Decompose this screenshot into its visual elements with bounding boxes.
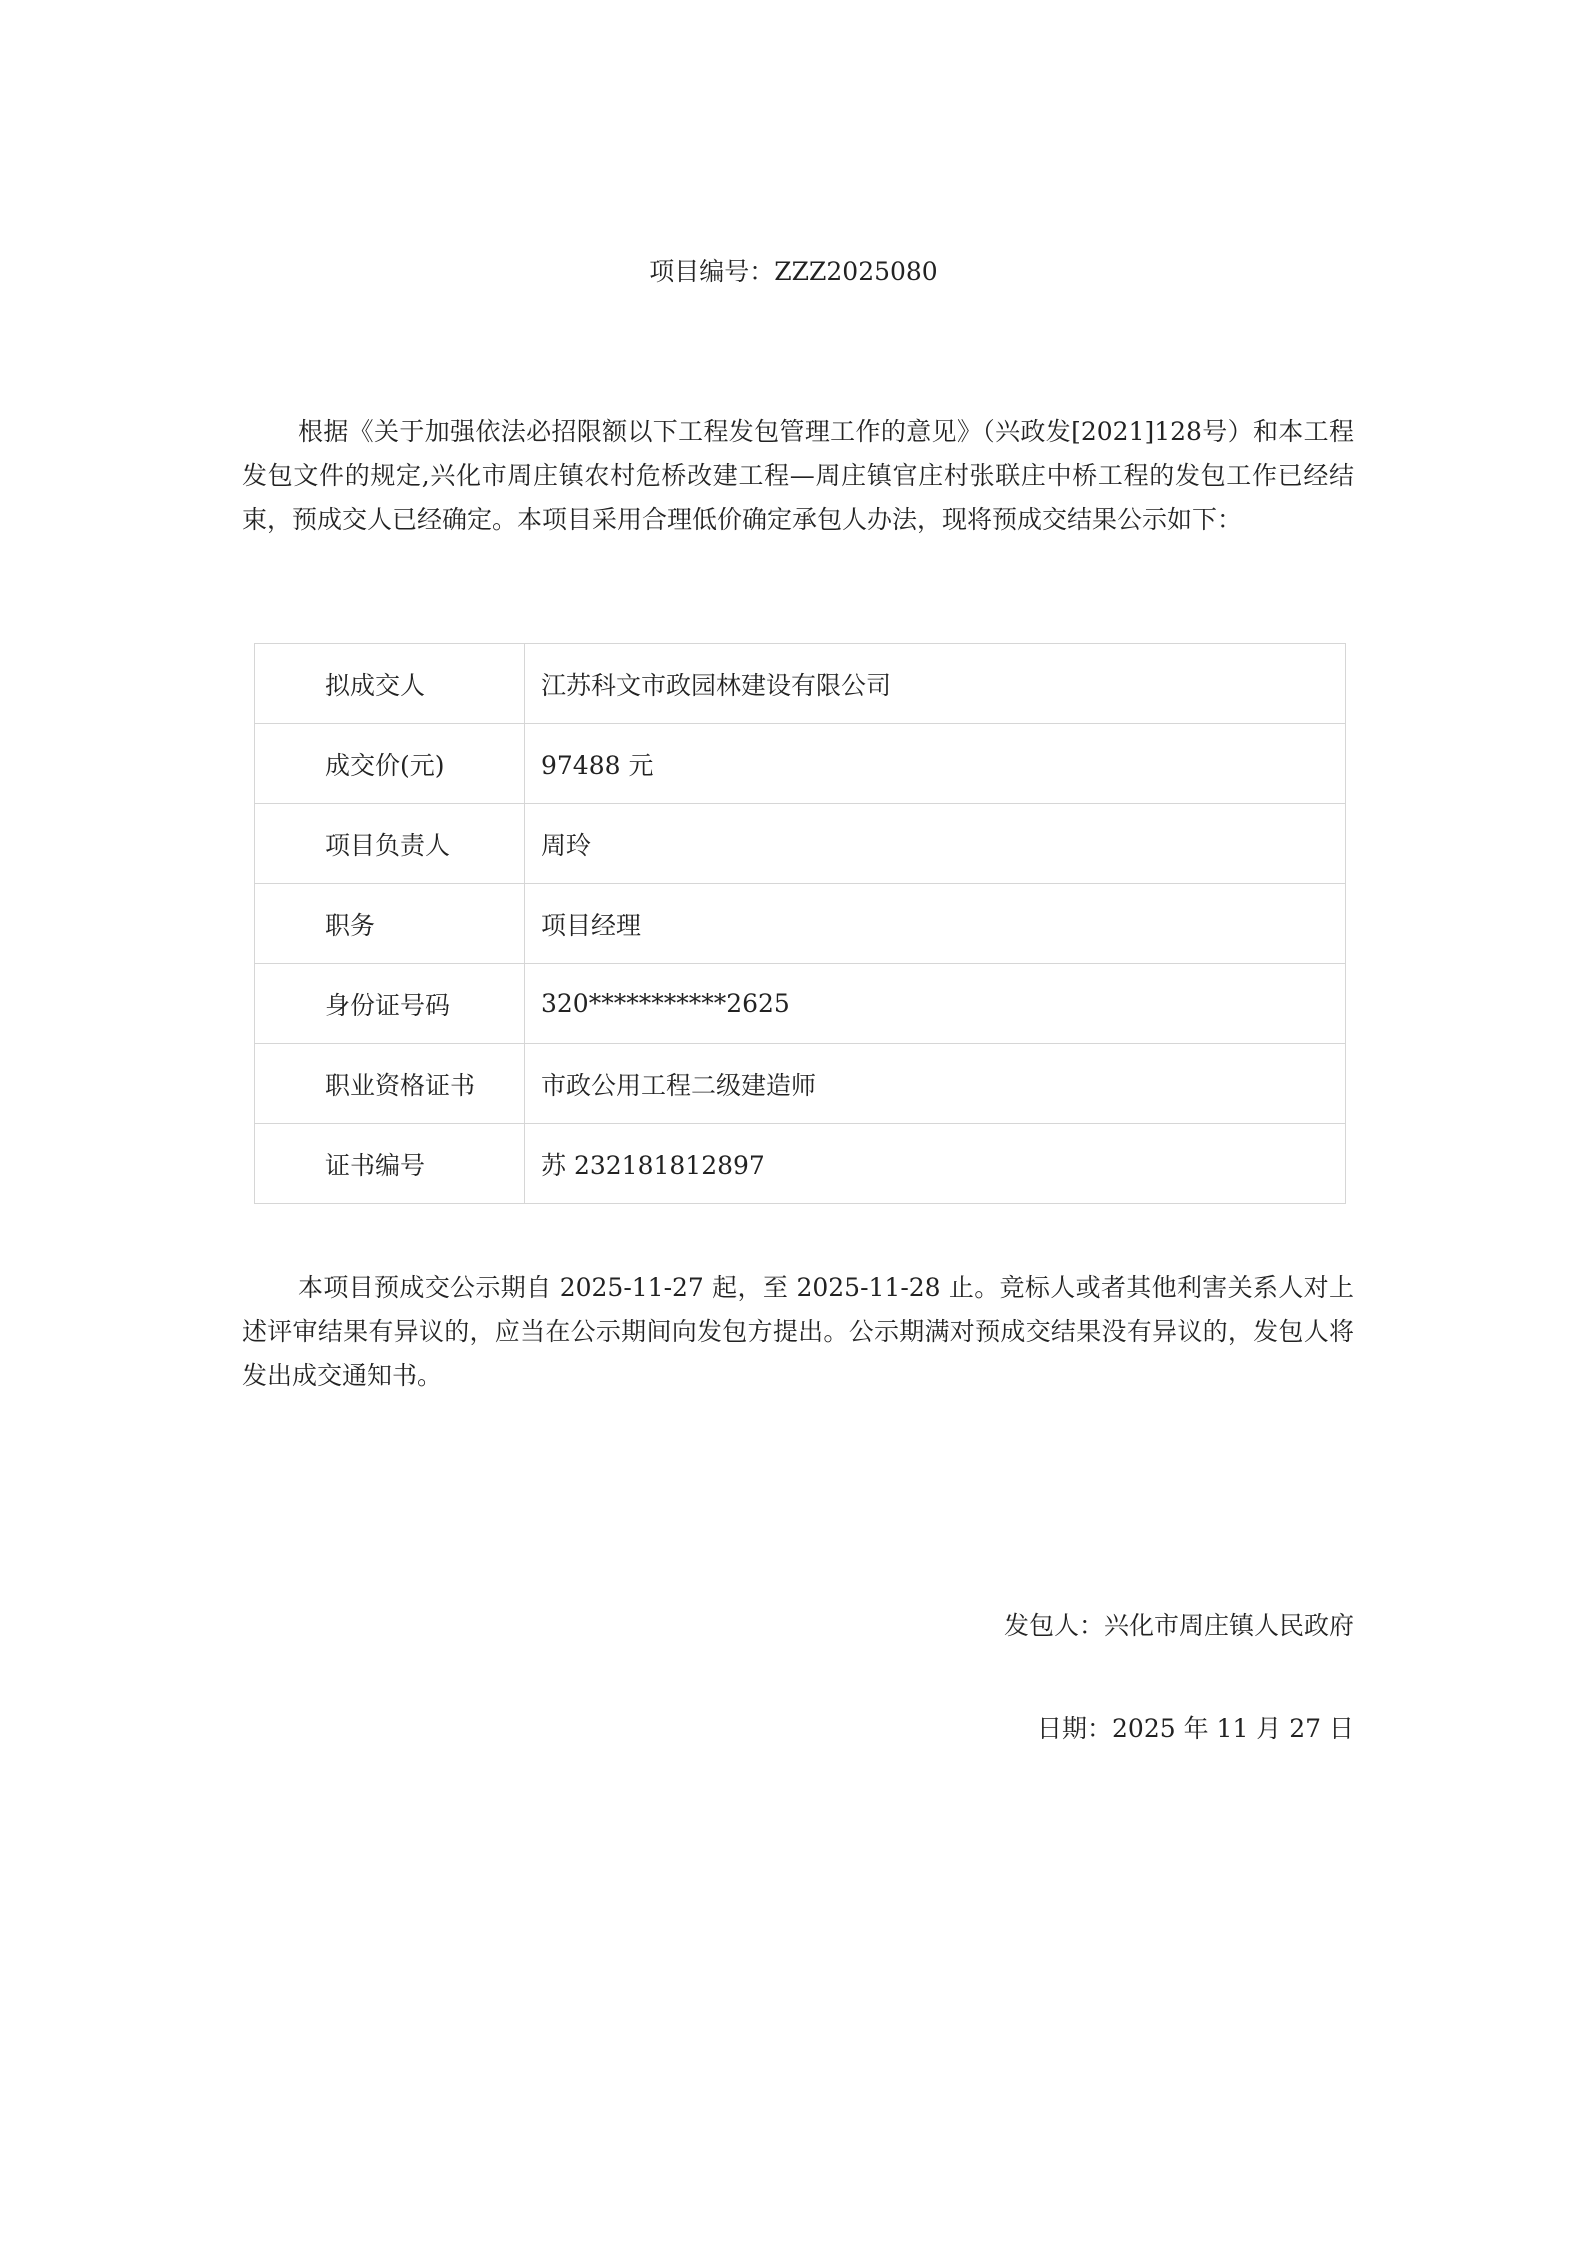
table-row (255, 884, 1346, 964)
row-value-certificate: 市政公用工程二级建造师 (525, 1044, 1346, 1124)
row-value-position: 项目经理 (525, 884, 1346, 964)
row-label-cert-number: 证书编号 (255, 1124, 525, 1204)
issue-date: 日期：2025 年 11 月 27 日 (1037, 1714, 1354, 1743)
table-row (255, 964, 1346, 1044)
row-label-id-number: 身份证号码 (255, 964, 525, 1044)
row-value-leader: 周玲 (525, 804, 1346, 884)
notice-paragraph: 本项目预成交公示期自 2025-11-27 起，至 2025-11-28 止。竞标人或者其他利害关系人对上述评审结果有异议的，应当在公示期间向发包方提出。公示期满对预成交结果没有异议的，发包人将发出成交通知书。 (242, 1273, 1354, 1390)
table-row (255, 1044, 1346, 1124)
table-row (255, 644, 1346, 724)
table-row (255, 724, 1346, 804)
issuer-signature: 发包人：兴化市周庄镇人民政府 (1003, 1611, 1354, 1640)
row-label-bidder: 拟成交人 (255, 644, 525, 724)
row-value-id-number: 320***********2625 (525, 964, 1346, 1044)
row-value-bidder: 江苏科文市政园林建设有限公司 (525, 644, 1346, 724)
table-row (255, 1124, 1346, 1204)
row-label-certificate: 职业资格证书 (255, 1044, 525, 1124)
row-label-price: 成交价(元) (255, 724, 525, 804)
project-number: 项目编号：ZZZ2025080 (649, 257, 938, 286)
row-label-leader: 项目负责人 (255, 804, 525, 884)
result-table (254, 643, 1346, 1204)
row-label-position: 职务 (255, 884, 525, 964)
table-row (255, 804, 1346, 884)
row-value-price: 97488 元 (525, 724, 1346, 804)
row-value-cert-number: 苏 232181812897 (525, 1124, 1346, 1204)
intro-paragraph: 根据《关于加强依法必招限额以下工程发包管理工作的意见》（兴政发[2021]128号）和本工程发包文件的规定,兴化市周庄镇农村危桥改建工程—周庄镇官庄村张联庄中桥工程的发包工作已经结束，预成交人已经确定。本项目采用合理低价确定承包人办法，现将预成交结果公示如下： (242, 417, 1354, 534)
